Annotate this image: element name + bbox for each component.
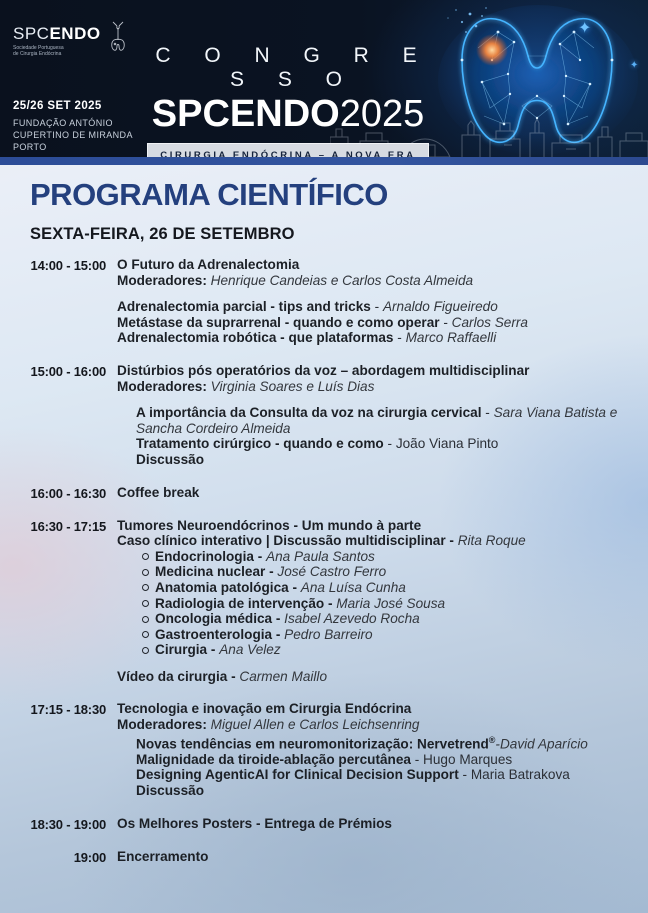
line-text: Vídeo da cirurgia - [117, 668, 240, 684]
line-text: Adrenalectomia robótica - que plataformas [117, 330, 394, 346]
line-text: Moderadores: [117, 378, 211, 394]
session-content [117, 701, 622, 798]
bullet-item [117, 580, 622, 596]
line-text: Adrenalectomia parcial - tips and tricks [117, 299, 371, 315]
line-text: Cirurgia - [155, 642, 220, 658]
session-line [117, 752, 622, 768]
session-line [117, 405, 622, 436]
session-line [117, 315, 622, 331]
speaker-name: Ana Paula Santos [266, 548, 375, 564]
line-text: O Futuro da Adrenalectomia [117, 257, 300, 272]
speaker-name: Marco Raffaelli [405, 330, 497, 346]
sparkle-small-icon: ✦ [630, 60, 639, 71]
bullet-circle-icon [142, 647, 149, 654]
line-text: - [370, 299, 383, 315]
session-line [117, 816, 622, 832]
line-text: Novas tendências em neuromonitorização: Nervetrend [136, 736, 489, 752]
day-heading: SEXTA-FEIRA, 26 DE SETEMBRO [30, 225, 295, 243]
line-text: Os Melhores Posters - Entrega de Prémios [117, 815, 392, 831]
session-time: 16:30 - 17:15 [30, 518, 106, 534]
event-date-venue [13, 100, 133, 153]
line-text: Endocrinologia - [155, 548, 267, 564]
bullet-circle-icon [142, 600, 149, 607]
session-line [117, 717, 622, 733]
line-text: Anatomia patológica - [155, 579, 301, 595]
venue-line-3: PORTO [13, 142, 47, 152]
bullet-circle-icon [142, 553, 149, 560]
session-time: 15:00 - 16:00 [30, 363, 106, 379]
session-line [117, 257, 622, 273]
line-text: Medicina nuclear - [155, 564, 278, 580]
session-line [117, 485, 622, 501]
session-line [117, 733, 622, 752]
line-text: Oncologia médica - [155, 611, 285, 627]
speaker-name: -David Aparício [495, 736, 588, 752]
tagline-badge: CIRURGIA ENDÓCRINA – A NOVA ERA [147, 143, 428, 157]
spcendo-logo [13, 24, 129, 57]
session-line [117, 701, 622, 717]
speaker-name: Rita Roque [457, 533, 526, 549]
session [30, 849, 622, 865]
line-text: Distúrbios pós operatórios da voz – abordagem multidisciplinar [117, 362, 530, 378]
session-time: 14:00 - 15:00 [30, 258, 106, 273]
line-text: Moderadores: [117, 272, 211, 288]
session-time: 16:00 - 16:30 [30, 485, 106, 501]
session [30, 518, 622, 685]
program-body [0, 165, 648, 913]
bullet-item [117, 549, 622, 565]
session-line [117, 452, 622, 468]
session-line [117, 669, 622, 685]
session-content [117, 849, 622, 865]
line-text: Designing AgenticAI for Clinical Decision Support [136, 767, 459, 783]
line-text: Caso clínico interativo | Discussão multidisciplinar - [117, 533, 458, 549]
bullet-item [117, 642, 622, 658]
session [30, 363, 622, 468]
logo-wordmark: SPCENDO [13, 24, 101, 43]
session-line [117, 849, 622, 865]
session [30, 816, 622, 832]
line-text: - [481, 405, 494, 421]
bullet-circle-icon [142, 569, 149, 576]
line-text: Metástase da suprarrenal - quando e como operar [117, 314, 440, 330]
session-line [117, 379, 622, 395]
speaker-name: Maria José Sousa [336, 595, 446, 611]
speaker-name: Virginia Soares e Luís Dias [210, 378, 375, 394]
line-text: A importância da Consulta da voz na cirurgia cervical [136, 405, 482, 421]
congress-header [0, 0, 648, 157]
session-line [117, 767, 622, 783]
line-text: Tumores Neuroendócrinos - Um mundo à parte [117, 517, 422, 533]
line-text: Malignidade da tiroide-ablação percutânea [136, 751, 411, 767]
bullet-circle-icon [142, 616, 149, 623]
line-text: Moderadores: [117, 717, 211, 733]
bullet-item [117, 564, 622, 580]
line-text: - João Viana Pinto [383, 436, 499, 452]
sparkle-icon: ✦ [578, 20, 592, 37]
speaker-name: Ana Luísa Cunha [300, 579, 406, 595]
line-text: Tratamento cirúrgico - quando e como [136, 436, 384, 452]
session [30, 257, 622, 346]
session-line [117, 299, 622, 315]
speaker-name: José Castro Ferro [277, 564, 387, 580]
session-content [117, 485, 622, 501]
speaker-name: Arnaldo Figueiredo [382, 299, 498, 315]
session-line [117, 436, 622, 452]
line-text: Tecnologia e inovação em Cirurgia Endócrina [117, 701, 412, 717]
event-date: 25/26 SET 2025 [13, 100, 102, 112]
line-text: Coffee break [117, 484, 200, 500]
line-text: - [439, 314, 452, 330]
session-content [117, 816, 622, 832]
speaker-name: Carmen Maillo [239, 668, 328, 684]
speaker-name: Ana Velez [219, 642, 281, 658]
session-line [117, 783, 622, 799]
session [30, 485, 622, 501]
line-text: - Hugo Marques [410, 751, 513, 767]
bullet-item [117, 611, 622, 627]
session-content [117, 257, 622, 346]
congress-title-block [142, 44, 434, 157]
session-time: 17:15 - 18:30 [30, 702, 106, 718]
registered-mark: ® [488, 734, 496, 745]
speaker-name: Isabel Azevedo Rocha [284, 611, 420, 627]
bullet-circle-icon [142, 584, 149, 591]
logo-thyroid-sketch-icon [107, 20, 129, 54]
bullet-item [117, 627, 622, 643]
logo-subtitle: Sociedade Portuguesa de Cirurgia Endócrina [13, 45, 64, 57]
session-line [117, 330, 622, 346]
speaker-name: Pedro Barreiro [284, 626, 373, 642]
line-text: - Maria Batrakova [458, 767, 570, 783]
line-text: - [393, 330, 406, 346]
line-text: Discussão [136, 451, 205, 467]
line-text: Gastroenterologia - [155, 626, 285, 642]
session-content [117, 518, 622, 685]
venue-line-1: FUNDAÇÃO ANTÓNIO [13, 118, 113, 128]
speaker-name: Henrique Candeias e Carlos Costa Almeida [210, 272, 474, 288]
session-content [117, 363, 622, 468]
session-time: 19:00 [73, 849, 106, 865]
venue-line-2: CUPERTINO DE MIRANDA [13, 130, 133, 140]
bullet-circle-icon [142, 631, 149, 638]
speaker-name: Sara Viana Batista e Sancha Cordeiro Almeida [136, 405, 618, 436]
congress-word: C O N G R E S S O [155, 44, 431, 91]
page-title: PROGRAMA CIENTÍFICO [30, 177, 388, 212]
header-divider [0, 157, 648, 165]
line-text: Radiologia de intervenção - [155, 595, 337, 611]
session-line [117, 273, 622, 289]
line-text: Discussão [136, 782, 205, 798]
speaker-name: Miguel Allen e Carlos Leichsenring [210, 717, 420, 733]
session [30, 701, 622, 798]
line-text: Encerramento [117, 848, 209, 864]
bullet-item [117, 596, 622, 612]
congress-main-title: SPCENDO2025 [151, 93, 425, 135]
session-line [117, 518, 622, 534]
speaker-name: Carlos Serra [451, 314, 528, 330]
session-line [117, 533, 622, 549]
schedule [30, 257, 622, 865]
session-time: 18:30 - 19:00 [30, 816, 106, 832]
session-line [117, 363, 622, 379]
